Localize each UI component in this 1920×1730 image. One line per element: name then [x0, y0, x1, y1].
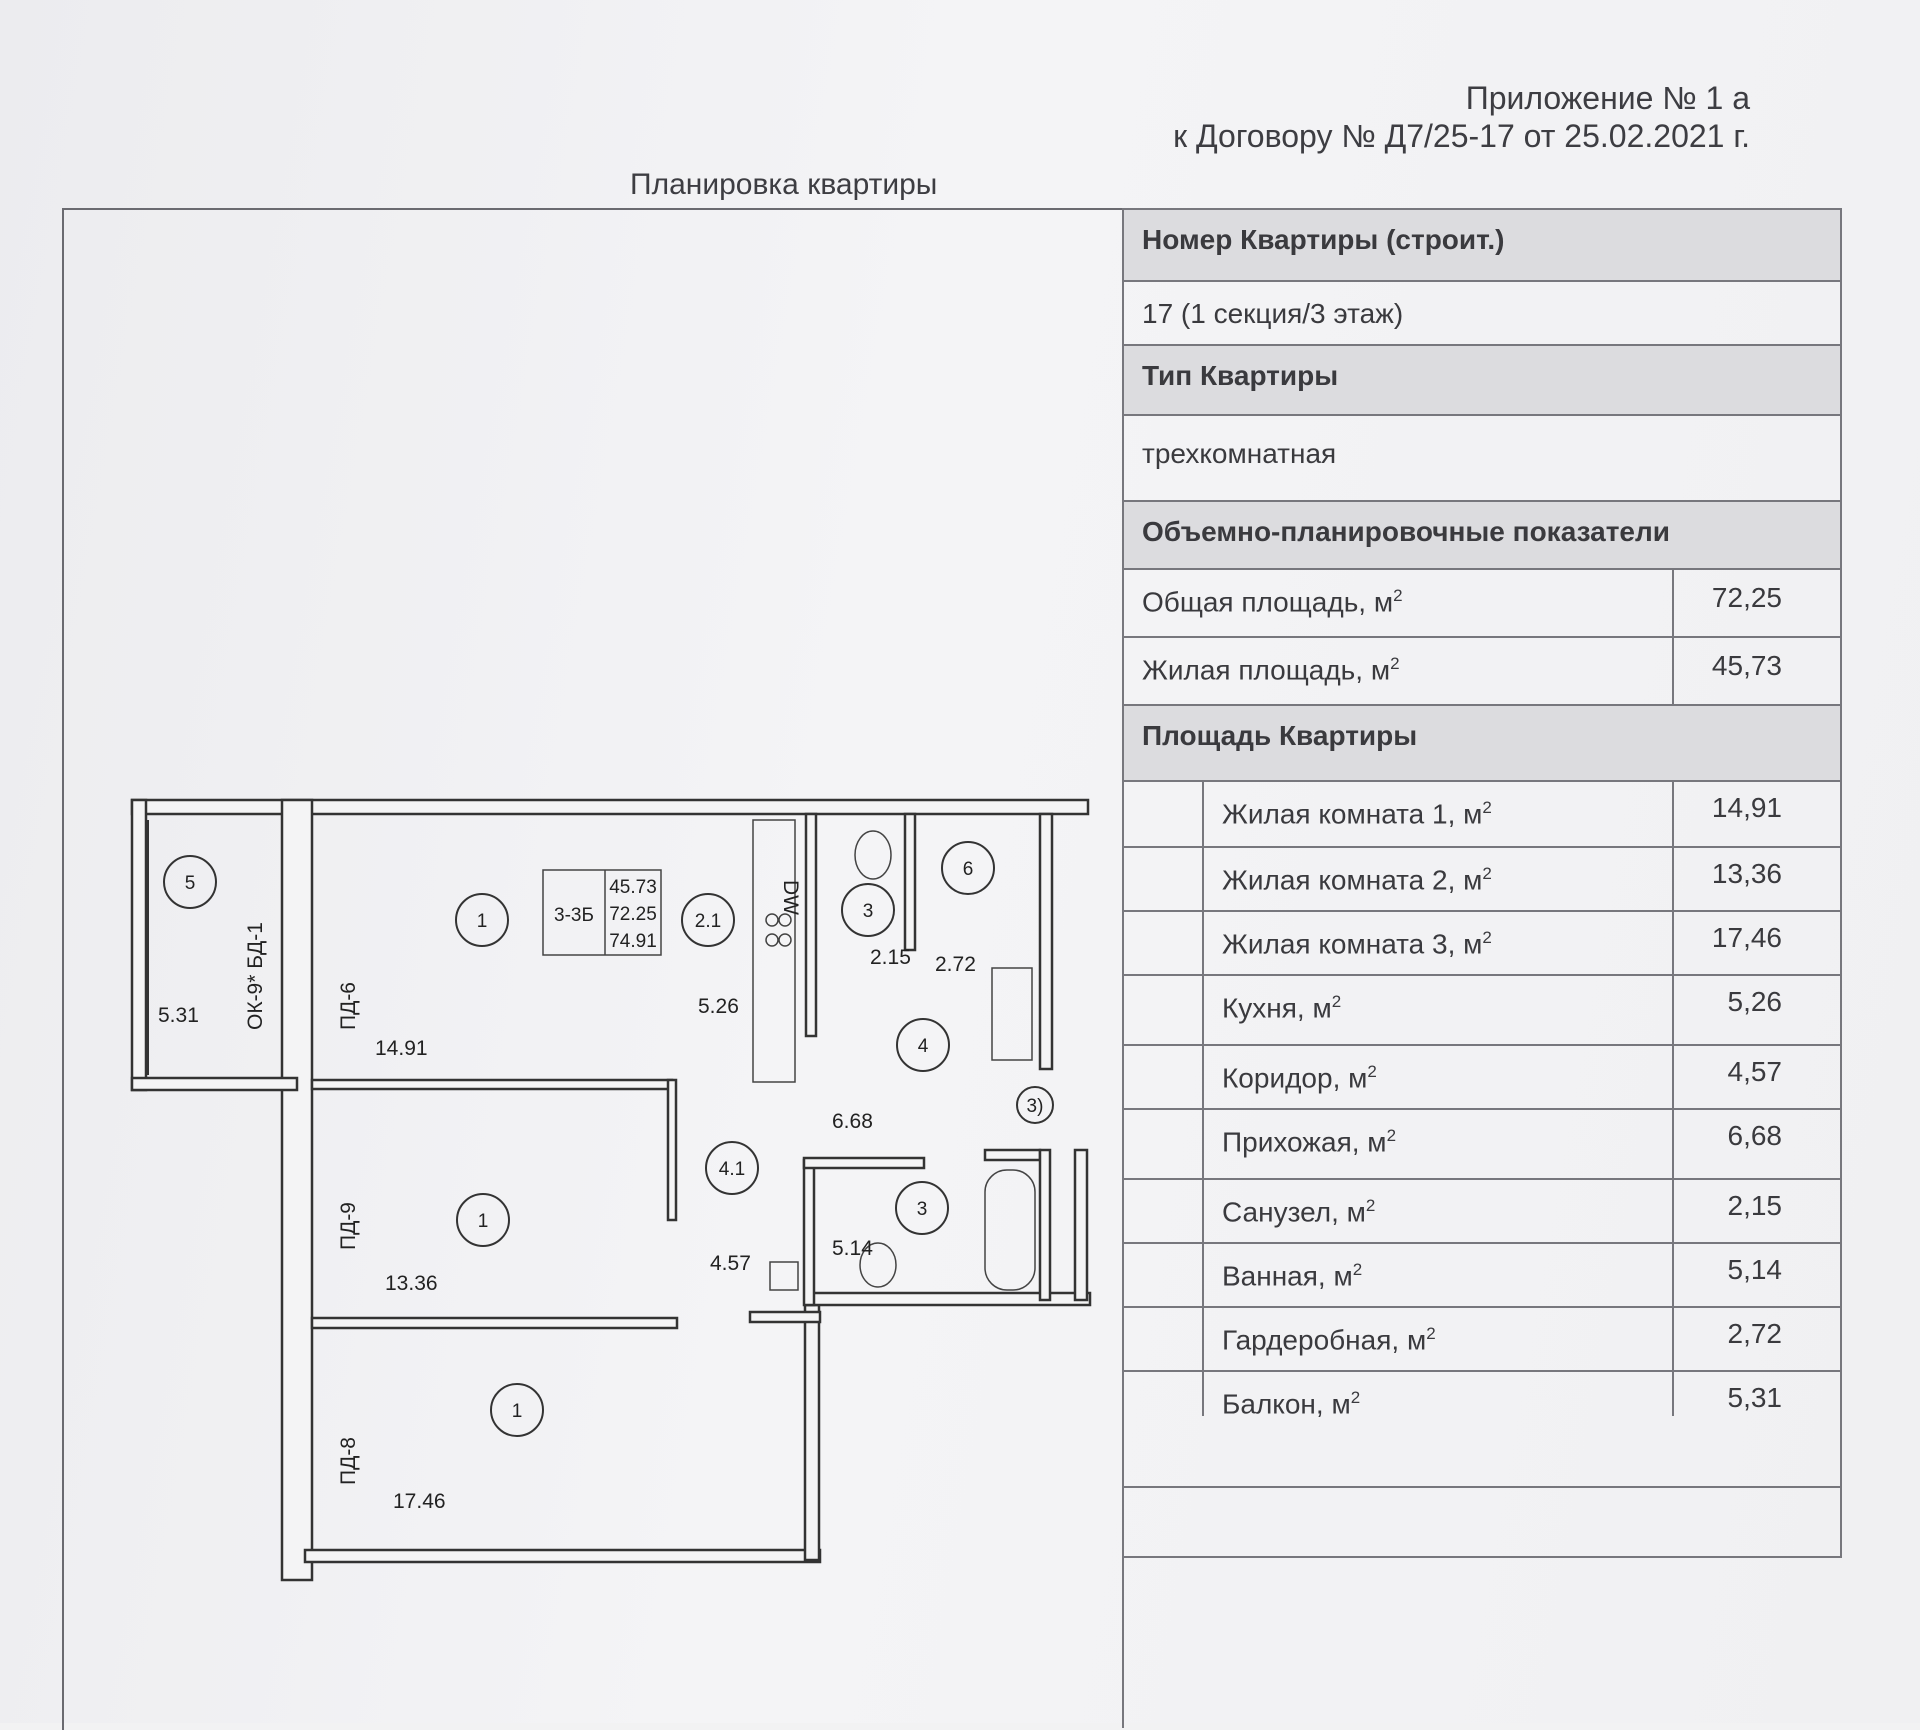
room-area-label: Жилая комната 1, м: [1222, 798, 1483, 830]
label-apartment-type: Тип Квартиры: [1142, 360, 1339, 391]
area-room-1: 14.91: [375, 1037, 428, 1060]
wall-mark: ПД-6: [337, 982, 360, 1030]
room-area-label: Прихожая, м: [1222, 1126, 1387, 1158]
type-gross-area: 74.91: [609, 931, 657, 952]
label-total-area: Общая площадь, м: [1142, 586, 1394, 618]
room-area-value: 2,72: [1727, 1318, 1782, 1349]
table-row: [1122, 414, 1842, 500]
table-row: [1122, 208, 1842, 280]
bathtub: [985, 1170, 1035, 1290]
table-row: [1122, 704, 1842, 780]
table-row: Жилая комната 2, $м^2$ 13,36: [1122, 846, 1842, 910]
label-apartment-number: Номер Квартиры (строит.): [1142, 224, 1505, 255]
table-value-divider: [1672, 780, 1674, 1416]
table-row: [1122, 280, 1842, 344]
area-kitchen: 5.26: [698, 995, 739, 1018]
value-apartment-number: 17 (1 секция/3 этаж): [1142, 298, 1404, 329]
room-number: 2.1: [694, 911, 722, 932]
room-area-value: 17,46: [1711, 922, 1782, 953]
room-area-value: 6,68: [1727, 1120, 1782, 1151]
value-total-area: 72,25: [1711, 582, 1782, 613]
room-number: 3: [916, 1199, 928, 1220]
table-row: [1122, 1556, 1842, 1558]
room-area-label: Балкон, м: [1222, 1388, 1351, 1420]
area-room-2: 13.36: [385, 1272, 438, 1295]
kitchen-counter: [753, 820, 795, 1082]
room-area-value: 2,15: [1727, 1190, 1782, 1221]
room-number: 5: [184, 873, 196, 894]
wall-room2-bottom: [312, 1318, 677, 1328]
stove-burner: [779, 934, 791, 946]
value-living-area: 45,73: [1711, 650, 1782, 681]
room-area-label: Гардеробная, м: [1222, 1324, 1427, 1356]
appendix-number: Приложение № 1 а: [1465, 80, 1750, 116]
area-wc: 2.15: [870, 946, 911, 969]
room-area-label: Ванная, м: [1222, 1260, 1353, 1292]
contract-reference: к Договору № Д7/25-17 от 25.02.2021 г.: [1173, 118, 1750, 154]
shower: [992, 968, 1032, 1060]
table-border-left: [1122, 208, 1124, 1728]
wall-room1-bottom: [312, 1080, 672, 1089]
room-area-value: 4,57: [1727, 1056, 1782, 1087]
wall-mark: ПД-9: [337, 1202, 360, 1250]
wall-balcony-left: [132, 800, 146, 1090]
stove-burner: [766, 934, 778, 946]
area-wardrobe: 2.72: [935, 953, 976, 976]
room-number: 1: [511, 1401, 523, 1422]
table-row: Балкон, $м^2$ 5,31: [1122, 1370, 1842, 1436]
stove-burner: [779, 914, 791, 926]
room-area-value: 14,91: [1711, 792, 1782, 823]
room-number: 6: [962, 859, 974, 880]
table-row: Жилая площадь, $м^2$ 45,73: [1122, 636, 1842, 704]
wall-left-main: [282, 800, 312, 1580]
area-hall: 6.68: [832, 1110, 873, 1133]
room-area-value: 5,26: [1727, 986, 1782, 1017]
area-bath: 5.14: [832, 1237, 873, 1260]
wall-right-upper: [1040, 814, 1052, 1069]
duct-box: [770, 1262, 798, 1290]
wall-bottom: [305, 1550, 820, 1562]
table-row: Санузел, $м^2$ 2,15: [1122, 1178, 1842, 1242]
table-row: Гардеробная, $м^2$ 2,72: [1122, 1306, 1842, 1370]
wall-corridor-bottom: [750, 1312, 820, 1322]
room-number: 4: [917, 1036, 929, 1057]
room-area-value: 13,36: [1711, 858, 1782, 889]
wall-right-lower: [805, 1305, 819, 1560]
wall-mark: ПД-8: [337, 1437, 360, 1485]
wall-wc-right: [905, 814, 915, 950]
area-corridor: 4.57: [710, 1252, 751, 1275]
table-row: Прихожая, $м^2$ 6,68: [1122, 1108, 1842, 1178]
table-row: [1122, 344, 1842, 414]
area-room-3: 17.46: [393, 1490, 446, 1513]
table-row: Коридор, $м^2$ 4,57: [1122, 1044, 1842, 1108]
table-row: Кухня, $м^2$ 5,26: [1122, 974, 1842, 1044]
wall-balcony-bottom: [132, 1078, 297, 1090]
table-row: Общая площадь, $м^2$ 72,25: [1122, 568, 1842, 636]
type-code: 3-3Б: [554, 905, 594, 926]
table-row: [1122, 1486, 1842, 1556]
table-row: Жилая комната 3, $м^2$ 17,46: [1122, 910, 1842, 974]
balcony-mark: ОК-9* БД-1: [244, 922, 267, 1030]
table-border-right: [1840, 208, 1842, 1558]
table-row: Жилая комната 1, $м^2$ 14,91: [1122, 780, 1842, 846]
wall-top: [132, 800, 1088, 814]
plan-title: Планировка квартиры: [630, 168, 938, 201]
table-row: [1122, 500, 1842, 568]
wall-right-bath: [1075, 1150, 1087, 1300]
area-balcony: 5.31: [158, 1004, 199, 1027]
stove-burner: [766, 914, 778, 926]
room-area-label: Жилая комната 2, м: [1222, 864, 1483, 896]
label-indicators: Объемно-планировочные показатели: [1142, 516, 1671, 547]
room-number: 3: [862, 901, 874, 922]
type-total-area: 72.25: [609, 904, 657, 925]
room-area-label: Коридор, м: [1222, 1062, 1368, 1094]
table-row: Ванная, $м^2$ 5,14: [1122, 1242, 1842, 1306]
wall-bath-right: [1040, 1150, 1050, 1300]
wall-wc-left: [806, 814, 816, 1036]
label-apartment-area: Площадь Квартиры: [1142, 720, 1418, 751]
room-number: 1: [477, 1211, 489, 1232]
table-indent-divider: [1202, 780, 1204, 1416]
type-living-area: 45.73: [609, 877, 657, 898]
wall-bath-left: [804, 1160, 814, 1305]
room-area-label: Санузел, м: [1222, 1196, 1366, 1228]
wall-bath-top-right: [985, 1150, 1040, 1160]
toilet: [855, 831, 891, 879]
table-value-divider: [1672, 568, 1674, 704]
wall-bath-top: [804, 1158, 924, 1168]
label-living-area: Жилая площадь, м: [1142, 654, 1391, 686]
dishwasher-mark: DW: [779, 880, 802, 915]
room-number: 1: [476, 911, 488, 932]
value-apartment-type: трехкомнатная: [1142, 438, 1337, 469]
wall-room2-right: [668, 1080, 676, 1220]
room-area-label: Кухня, м: [1222, 992, 1332, 1024]
room-area-label: Жилая комната 3, м: [1222, 928, 1483, 960]
room-area-value: 5,14: [1727, 1254, 1782, 1285]
room-area-value: 5,31: [1727, 1382, 1782, 1413]
room-number: 4.1: [718, 1159, 746, 1180]
room-number: 3): [1026, 1096, 1044, 1117]
